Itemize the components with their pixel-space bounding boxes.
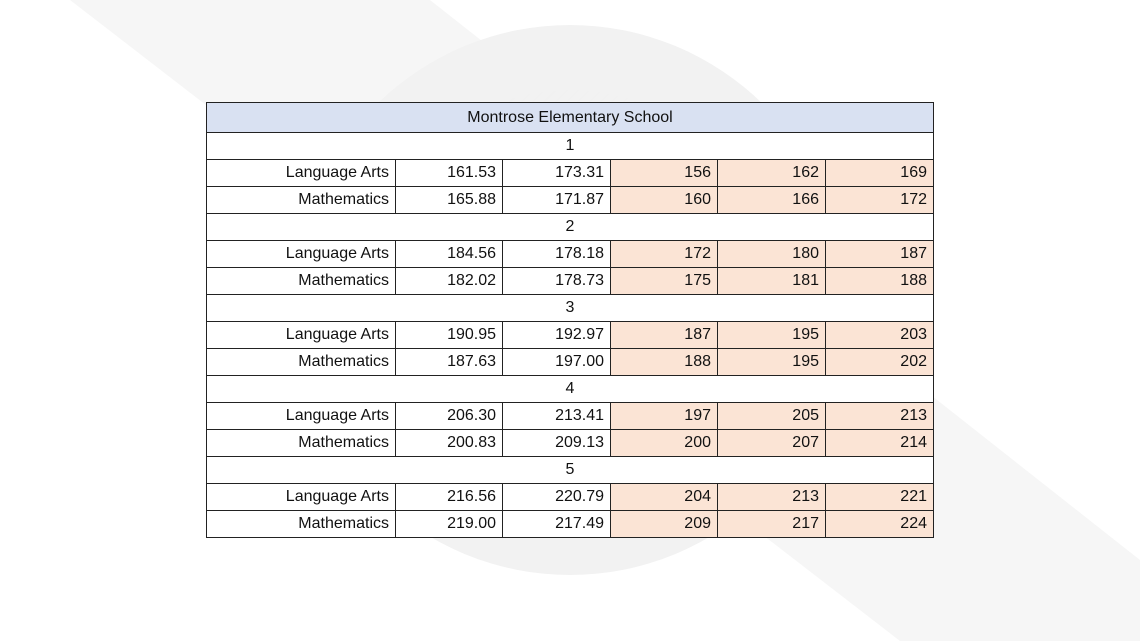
title-row — [207, 103, 934, 133]
subject-cell: Language Arts — [207, 160, 396, 187]
score-b-cell: 217.49 — [503, 511, 611, 538]
score-a-cell: 184.56 — [396, 241, 503, 268]
score-a-cell: 190.95 — [396, 322, 503, 349]
score-b-cell: 178.73 — [503, 268, 611, 295]
table-row — [207, 241, 934, 268]
target-cell-1: 197 — [611, 403, 718, 430]
table-row — [207, 187, 934, 214]
grade-row — [207, 376, 934, 403]
subject-cell: Mathematics — [207, 268, 396, 295]
subject-cell: Language Arts — [207, 241, 396, 268]
target-cell-3: 221 — [826, 484, 934, 511]
target-cell-1: 188 — [611, 349, 718, 376]
score-a-cell: 206.30 — [396, 403, 503, 430]
subject-cell: Language Arts — [207, 322, 396, 349]
target-cell-1: 200 — [611, 430, 718, 457]
grade-label: 1 — [207, 133, 934, 160]
table-row — [207, 349, 934, 376]
target-cell-2: 162 — [718, 160, 826, 187]
grade-row — [207, 214, 934, 241]
target-cell-1: 187 — [611, 322, 718, 349]
table-row — [207, 268, 934, 295]
table-title: Montrose Elementary School — [207, 103, 934, 133]
target-cell-2: 195 — [718, 349, 826, 376]
target-cell-3: 224 — [826, 511, 934, 538]
table-row — [207, 484, 934, 511]
target-cell-3: 188 — [826, 268, 934, 295]
grade-row — [207, 295, 934, 322]
grade-row — [207, 457, 934, 484]
target-cell-3: 187 — [826, 241, 934, 268]
score-b-cell: 213.41 — [503, 403, 611, 430]
target-cell-2: 207 — [718, 430, 826, 457]
target-cell-2: 181 — [718, 268, 826, 295]
table-row — [207, 430, 934, 457]
score-b-cell: 178.18 — [503, 241, 611, 268]
score-a-cell: 182.02 — [396, 268, 503, 295]
target-cell-1: 204 — [611, 484, 718, 511]
score-a-cell: 200.83 — [396, 430, 503, 457]
target-cell-2: 166 — [718, 187, 826, 214]
target-cell-3: 172 — [826, 187, 934, 214]
score-b-cell: 171.87 — [503, 187, 611, 214]
subject-cell: Mathematics — [207, 430, 396, 457]
grade-row — [207, 133, 934, 160]
score-b-cell: 173.31 — [503, 160, 611, 187]
target-cell-2: 180 — [718, 241, 826, 268]
subject-cell: Mathematics — [207, 349, 396, 376]
subject-cell: Mathematics — [207, 511, 396, 538]
subject-cell: Language Arts — [207, 484, 396, 511]
score-a-cell: 165.88 — [396, 187, 503, 214]
target-cell-2: 195 — [718, 322, 826, 349]
score-a-cell: 161.53 — [396, 160, 503, 187]
score-b-cell: 192.97 — [503, 322, 611, 349]
score-table — [206, 102, 934, 538]
subject-cell: Language Arts — [207, 403, 396, 430]
table-row — [207, 403, 934, 430]
grade-label: 3 — [207, 295, 934, 322]
grade-label: 4 — [207, 376, 934, 403]
target-cell-3: 214 — [826, 430, 934, 457]
target-cell-3: 203 — [826, 322, 934, 349]
target-cell-1: 172 — [611, 241, 718, 268]
table-row — [207, 160, 934, 187]
score-b-cell: 197.00 — [503, 349, 611, 376]
grade-label: 5 — [207, 457, 934, 484]
score-a-cell: 219.00 — [396, 511, 503, 538]
target-cell-3: 169 — [826, 160, 934, 187]
target-cell-3: 213 — [826, 403, 934, 430]
score-a-cell: 187.63 — [396, 349, 503, 376]
score-b-cell: 220.79 — [503, 484, 611, 511]
target-cell-2: 213 — [718, 484, 826, 511]
target-cell-1: 160 — [611, 187, 718, 214]
table-row — [207, 322, 934, 349]
table-row — [207, 511, 934, 538]
target-cell-1: 156 — [611, 160, 718, 187]
target-cell-2: 205 — [718, 403, 826, 430]
grade-label: 2 — [207, 214, 934, 241]
score-b-cell: 209.13 — [503, 430, 611, 457]
score-a-cell: 216.56 — [396, 484, 503, 511]
target-cell-1: 175 — [611, 268, 718, 295]
target-cell-3: 202 — [826, 349, 934, 376]
subject-cell: Mathematics — [207, 187, 396, 214]
target-cell-2: 217 — [718, 511, 826, 538]
target-cell-1: 209 — [611, 511, 718, 538]
